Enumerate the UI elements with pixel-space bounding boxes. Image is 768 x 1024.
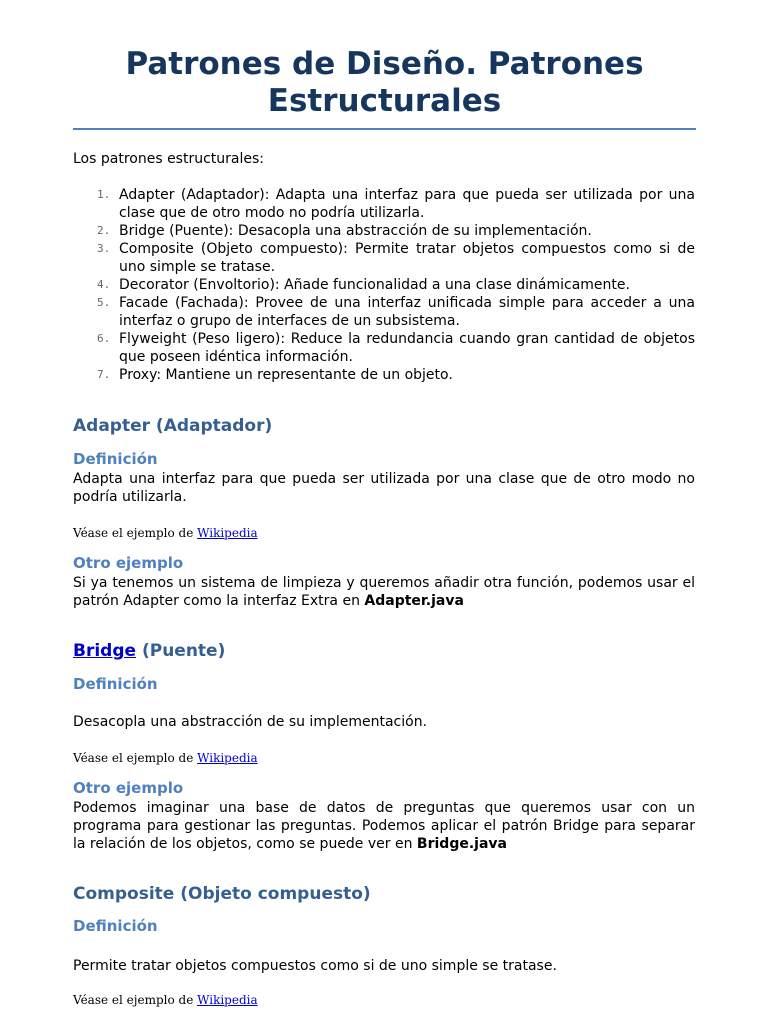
adapter-wikipedia-link[interactable]: Wikipedia bbox=[197, 526, 258, 540]
adapter-other-heading: Otro ejemplo bbox=[73, 554, 184, 572]
see-also-text: Véase el ejemplo de bbox=[73, 526, 198, 540]
adapter-definition-heading: Definición bbox=[73, 450, 158, 468]
adapter-see-also bbox=[73, 525, 258, 541]
list-item bbox=[73, 186, 695, 222]
list-item-text: Adapter (Adaptador): Adapta una interfaz para que pueda ser utilizada por una clase que de otro modo no podría utilizarla. bbox=[119, 187, 695, 221]
see-also-text: Véase el ejemplo de bbox=[73, 751, 198, 765]
list-number: 7. bbox=[97, 368, 111, 381]
page-title: Patrones de Diseño. Patrones Estructurales bbox=[125, 46, 644, 119]
composite-definition-text: Permite tratar objetos compuestos como si de uno simple se tratase. bbox=[73, 958, 557, 974]
list-item-text: Composite (Objeto compuesto): Permite tratar objetos compuestos como si de uno simple se tratase. bbox=[119, 241, 695, 275]
adapter-heading: Adapter (Adaptador) bbox=[73, 416, 273, 436]
list-number: 3. bbox=[97, 242, 111, 255]
title-divider bbox=[73, 128, 696, 130]
adapter-definition-text: Adapta una interfaz para que pueda ser utilizada por una clase que de otro modo no podría utilizarla. bbox=[73, 471, 695, 505]
bridge-other-text bbox=[73, 799, 695, 853]
composite-wikipedia-link[interactable]: Wikipedia bbox=[197, 993, 258, 1007]
list-item bbox=[73, 276, 695, 294]
composite-see-also bbox=[73, 992, 258, 1008]
list-number: 2. bbox=[97, 224, 111, 237]
see-also-text: Véase el ejemplo de bbox=[73, 993, 198, 1007]
list-number: 4. bbox=[97, 278, 111, 291]
adapter-other-text bbox=[73, 574, 695, 610]
list-item-text: Proxy: Mantiene un representante de un objeto. bbox=[119, 367, 453, 383]
list-item-text: Flyweight (Peso ligero): Reduce la redundancia cuando gran cantidad de objetos que poseen idéntica información. bbox=[119, 331, 695, 365]
list-number: 6. bbox=[97, 332, 111, 345]
composite-definition-heading: Definición bbox=[73, 917, 158, 935]
intro-text: Los patrones estructurales: bbox=[73, 151, 264, 167]
list-item-text: Facade (Fachada): Provee de una interfaz unificada simple para acceder a una interfaz o grupo de interfaces de un subsistema. bbox=[119, 295, 695, 329]
list-number: 1. bbox=[97, 188, 111, 201]
list-item bbox=[73, 240, 695, 276]
list-item bbox=[73, 222, 695, 240]
bridge-definition-heading: Definición bbox=[73, 675, 158, 693]
list-item-text: Bridge (Puente): Desacopla una abstracción de su implementación. bbox=[119, 223, 592, 239]
bridge-wikipedia-link[interactable]: Wikipedia bbox=[197, 751, 258, 765]
list-item bbox=[73, 366, 695, 384]
bridge-heading bbox=[73, 640, 225, 662]
list-item-text: Decorator (Envoltorio): Añade funcionalidad a una clase dinámicamente. bbox=[119, 277, 630, 293]
bridge-file-name: Bridge.java bbox=[416, 836, 507, 852]
list-number: 5. bbox=[97, 296, 111, 309]
list-item bbox=[73, 294, 695, 330]
list-item bbox=[73, 330, 695, 366]
composite-heading: Composite (Objeto compuesto) bbox=[73, 884, 371, 904]
bridge-definition-text: Desacopla una abstracción de su implementación. bbox=[73, 714, 428, 730]
bridge-heading-rest: (Puente) bbox=[136, 641, 226, 661]
adapter-file-name: Adapter.java bbox=[364, 593, 464, 609]
bridge-heading-link[interactable]: Bridge bbox=[73, 641, 137, 661]
bridge-see-also bbox=[73, 750, 258, 766]
adapter-other-body: Si ya tenemos un sistema de limpieza y queremos añadir otra función, podemos usar el patrón Adapter como la interfaz Extra en bbox=[73, 575, 695, 609]
patterns-list bbox=[73, 186, 695, 384]
bridge-other-heading: Otro ejemplo bbox=[73, 779, 184, 797]
bridge-other-body: Podemos imaginar una base de datos de preguntas que queremos usar con un programa para gestionar las preguntas. Podemos aplicar el patrón Bridge para separar la relación de los objetos, como se puede ver en bbox=[73, 800, 695, 852]
